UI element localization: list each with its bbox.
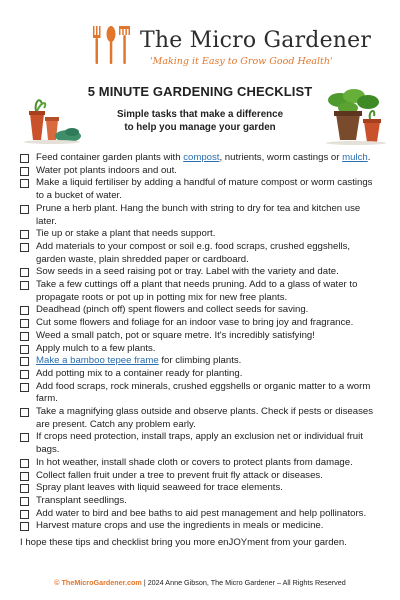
checklist-item [20, 165, 382, 178]
item-text-part: for climbing plants. [158, 355, 242, 367]
item-text: Cut some flowers and foliage for an indoor vase to bring joy and fragrance. [36, 317, 354, 329]
checklist-item [20, 457, 382, 470]
checkbox-icon[interactable] [20, 230, 29, 239]
item-text: Water pot plants indoors and out. [36, 164, 177, 176]
checklist-item [20, 470, 382, 483]
item-text: Prune a herb plant. Hang the bunch with string to dry for tea and kitchen use later. [36, 202, 361, 227]
item-text: Add water to bird and bee baths to aid pest management and help pollinators. [36, 507, 367, 519]
item-text: Apply mulch to a few plants. [36, 342, 156, 354]
subtitle-line-2: to help you manage your garden [124, 122, 276, 133]
checklist-item [20, 520, 382, 533]
checkbox-icon[interactable] [20, 205, 29, 214]
checklist-item [20, 508, 382, 521]
checkbox-icon[interactable] [20, 345, 29, 354]
item-text: Add potting mix to a container ready for planting. [36, 367, 243, 379]
checkbox-icon[interactable] [20, 408, 29, 417]
checkbox-icon[interactable] [20, 383, 29, 392]
checklist-item [20, 228, 382, 241]
item-text: In hot weather, install shade cloth or covers to protect plants from damage. [36, 456, 353, 468]
page-title: 5 MINUTE GARDENING CHECKLIST [87, 84, 313, 99]
checklist-item [20, 241, 382, 266]
checklist-item [20, 304, 382, 317]
brand-name: The Micro Gardener [140, 28, 372, 53]
checklist-item [20, 317, 382, 330]
item-text: If crops need protection, install traps, apply an exclusion net or individual fruit bags. [36, 431, 363, 456]
item-text-part: . [367, 152, 371, 163]
brand-tagline: 'Making it Easy to Grow Good Health' [150, 56, 333, 67]
garden-tools-icon [90, 26, 132, 66]
item-text: Tie up or stake a plant that needs support. [36, 228, 216, 240]
checklist-item [20, 152, 382, 165]
checkbox-icon[interactable] [20, 179, 29, 188]
checkbox-icon[interactable] [20, 268, 29, 277]
checkbox-icon[interactable] [20, 497, 29, 506]
subtitle-line-1: Simple tasks that make a difference [116, 109, 284, 120]
checkbox-icon[interactable] [20, 357, 29, 366]
item-text: Collect fallen fruit under a tree to prevent fruit fly attack or diseases. [36, 469, 323, 481]
checkbox-icon[interactable] [20, 433, 29, 442]
checklist-item [20, 381, 382, 406]
item-text [36, 355, 241, 366]
checkbox-icon[interactable] [20, 281, 29, 290]
checkbox-icon[interactable] [20, 154, 29, 163]
item-text: Add food scraps, rock minerals, crushed eggshells or organic matter to a worm farm. [36, 380, 371, 405]
checkbox-icon[interactable] [20, 332, 29, 341]
checklist [20, 152, 382, 533]
item-text: Weed a small patch, pot or square metre. It's incredibly satisfying! [36, 329, 315, 341]
checklist-item [20, 482, 382, 495]
item-text: Add materials to your compost or soil e.g. food scraps, crushed eggshells, garden waste, plain shredded paper or cardboard. [36, 240, 351, 265]
checkbox-icon[interactable] [20, 243, 29, 252]
compost-link[interactable]: compost [183, 152, 220, 163]
item-text: Spray plant leaves with liquid seaweed for trace elements. [36, 482, 283, 494]
footer-text: | 2024 Anne Gibson, The Micro Gardener – All Rights Reserved [141, 578, 346, 587]
checklist-item [20, 431, 382, 456]
checkbox-icon[interactable] [20, 510, 29, 519]
item-text: Make a liquid fertiliser by adding a handful of mature compost or worm castings to a bucket of water. [36, 177, 373, 202]
checkbox-icon[interactable] [20, 484, 29, 493]
item-text-part: Feed container garden plants with [36, 152, 184, 163]
checklist-item [20, 368, 382, 381]
item-text: Transplant seedlings. [36, 494, 127, 506]
checklist-item [20, 406, 382, 431]
item-text [36, 152, 370, 163]
checklist-item [20, 355, 382, 368]
checkbox-icon[interactable] [20, 522, 29, 531]
item-text-part: , nutrients, worm castings or [219, 152, 343, 163]
checkbox-icon[interactable] [20, 319, 29, 328]
checklist-item [20, 343, 382, 356]
checklist-item [20, 266, 382, 279]
item-text: Deadhead (pinch off) spent flowers and collect seeds for saving. [36, 304, 309, 316]
mulch-link[interactable]: mulch [342, 152, 368, 163]
item-text: Sow seeds in a seed raising pot or tray. Label with the variety and date. [36, 266, 339, 278]
checkbox-icon[interactable] [20, 370, 29, 379]
checklist-item [20, 177, 382, 202]
checkbox-icon[interactable] [20, 167, 29, 176]
item-text: Take a magnifying glass outside and observe plants. Check if pests or diseases are present. Catch any problem early. [36, 406, 374, 430]
checklist-item [20, 330, 382, 343]
checklist-item [20, 203, 382, 228]
closing-message: I hope these tips and checklist bring you more enJOYment from your garden. [20, 537, 347, 548]
footer [0, 578, 400, 587]
checkbox-icon[interactable] [20, 306, 29, 315]
checkbox-icon[interactable] [20, 472, 29, 481]
checklist-item [20, 279, 382, 304]
page-subtitle [0, 108, 400, 134]
checkbox-icon[interactable] [20, 459, 29, 468]
brand-logo [84, 26, 372, 72]
checklist-item [20, 495, 382, 508]
bamboo-tepee-link[interactable]: Make a bamboo tepee frame [36, 355, 159, 367]
item-text: Harvest mature crops and use the ingredients in meals or medicine. [36, 520, 324, 532]
item-text: Take a few cuttings off a plant that needs pruning. Add to a glass of water to propagate roots or pot up in potting mix for new free plants. [36, 279, 358, 303]
footer-site-link[interactable]: © TheMicroGardener.com [54, 578, 142, 587]
